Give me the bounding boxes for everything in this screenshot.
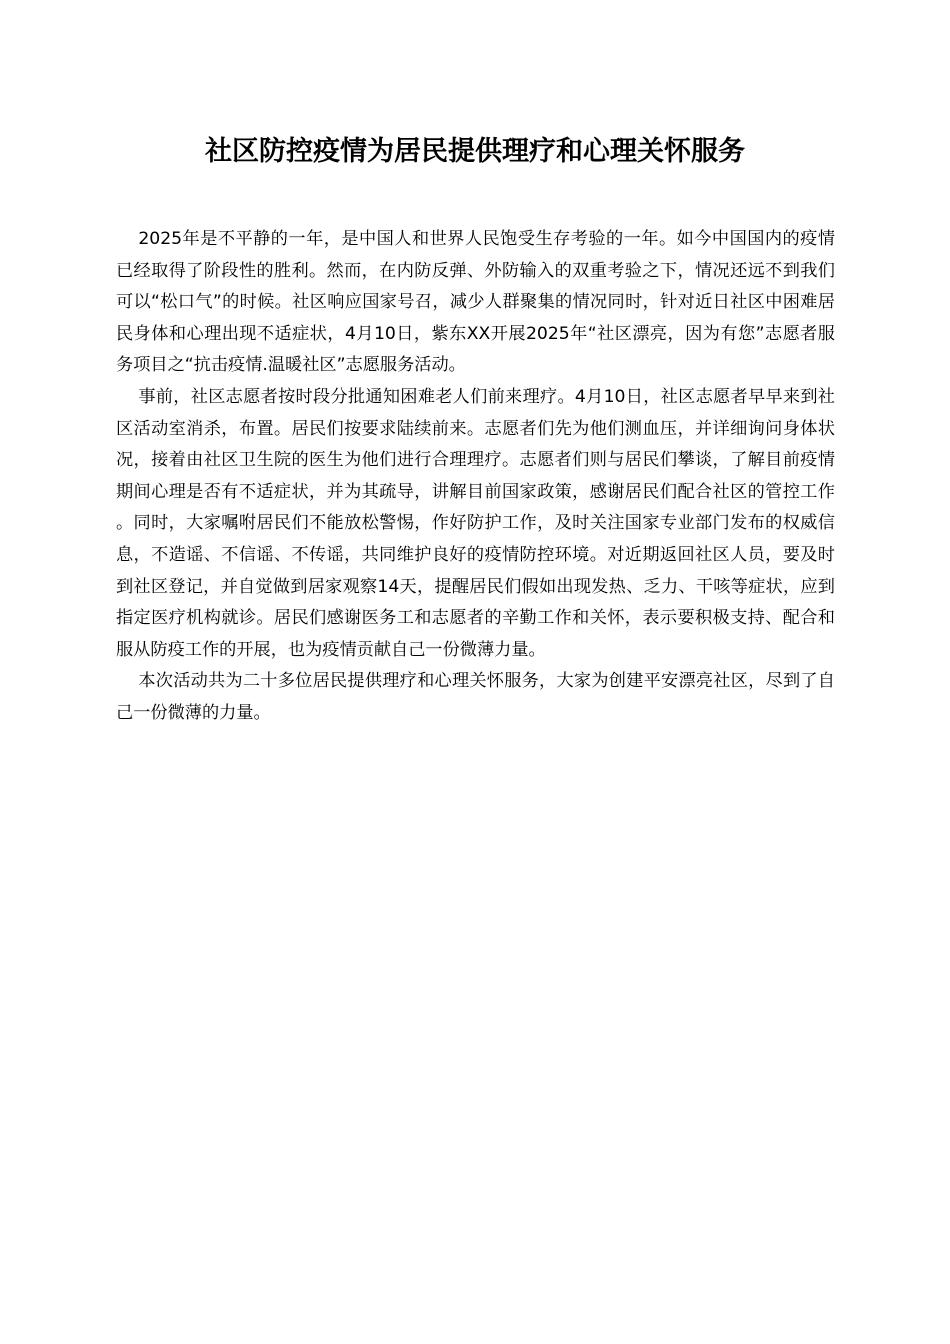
paragraph-3: 本次活动共为二十多位居民提供理疗和心理关怀服务，大家为创建平安漂亮社区，尽到了自己一份微薄的力量。 (116, 671, 835, 723)
paragraph-1: 2025年是不平静的一年，是中国人和世界人民饱受生存考验的一年。如今中国国内的疫情已经取得了阶段性的胜利。然而，在内防反弹、外防输入的双重考验之下，情况还远不到我们可以“松口气”的时候。社区响应国家号召，减少人群聚集的情况同时，针对近日社区中困难居民身体和心理出现不适症状，4月10日，紫东XX开展2025年“社区漂亮，因为有您”志愿者服务项目之“抗击疫情.温暖社区”志愿服务活动。 (116, 229, 835, 376)
document-body (116, 224, 835, 730)
document-title: 社区防控疫情为居民提供理疗和心理关怀服务 (205, 136, 745, 167)
paragraph-2: 事前，社区志愿者按时段分批通知困难老人们前来理疗。4月10日，社区志愿者早早来到社区活动室消杀，布置。居民们按要求陆续前来。志愿者们先为他们测血压，并详细询问身体状况，接着由社区卫生院的医生为他们进行合理理疗。志愿者们则与居民们攀谈，了解目前疫情期间心理是否有不适症状，并为其疏导，讲解目前国家政策，感谢居民们配合社区的管控工作。同时，大家嘱咐居民们不能放松警惕，作好防护工作，及时关注国家专业部门发布的权威信息，不造谣、不信谣、不传谣，共同维护良好的疫情防控环境。对近期返回社区人员，要及时到社区登记，并自觉做到居家观察14天，提醒居民们假如出现发热、乏力、干咳等症状，应到指定医疗机构就诊。居民们感谢医务工和志愿者的辛勤工作和关怀，表示要积极支持、配合和服从防疫工作的开展，也为疫情贡献自己一份微薄力量。 (116, 386, 835, 660)
